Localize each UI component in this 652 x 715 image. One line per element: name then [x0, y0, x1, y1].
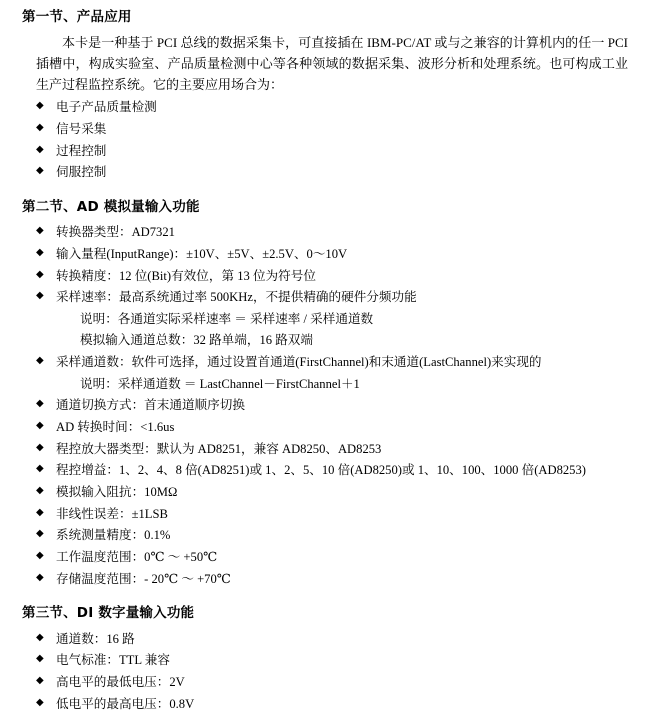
bullet-text: 程控增益：1、2、4、8 倍(AD8251)或 1、2、5、10 倍(AD8250)或 1、10、100、1000 倍(AD8253)	[56, 463, 586, 478]
bullet-text: 转换器类型：AD7321	[56, 225, 175, 240]
bullet-item	[22, 650, 630, 672]
diamond-bullet-icon: ◆	[36, 122, 44, 134]
bullet-item	[22, 119, 630, 141]
diamond-bullet-icon: ◆	[36, 571, 44, 583]
diamond-bullet-icon: ◆	[36, 653, 44, 665]
diamond-bullet-icon: ◆	[36, 631, 44, 643]
bullet-text: 模拟输入通道总数：32 路单端，16 路双端	[80, 333, 313, 348]
diamond-bullet-icon: ◆	[36, 268, 44, 280]
bullet-text: 采样通道数：软件可选择，通过设置首通道(FirstChannel)和末通道(LastChannel)来实现的	[56, 355, 542, 370]
bullet-text: 输入量程(InputRange)：±10V、±5V、±2.5V、0～10V	[56, 246, 348, 261]
bullet-item	[22, 482, 630, 504]
diamond-bullet-icon: ◆	[36, 420, 44, 432]
bullet-item	[22, 352, 630, 374]
bullet-text: 说明：各通道实际采样速率 ＝ 采样速率 / 采样通道数	[80, 311, 374, 326]
bullet-text: 电子产品质量检测	[56, 100, 157, 115]
bullet-text: 通道数：16 路	[56, 631, 135, 646]
diamond-bullet-icon: ◆	[36, 528, 44, 540]
diamond-bullet-icon: ◆	[36, 506, 44, 518]
bullet-text: 高电平的最低电压：2V	[56, 674, 185, 689]
bullet-list	[22, 222, 630, 590]
diamond-bullet-icon: ◆	[36, 143, 44, 155]
bullet-text: 伺服控制	[56, 165, 107, 180]
bullet-text: 转换精度：12 位(Bit)有效位，第 13 位为符号位	[56, 268, 316, 283]
bullet-item	[22, 97, 630, 119]
section-heading: 第三节、DI 数字量输入功能	[22, 605, 195, 622]
bullet-text: 工作温度范围：0℃ ～ +50℃	[56, 550, 218, 565]
bullet-item	[22, 439, 630, 461]
section-paragraph: 本卡是一种基于 PCI 总线的数据采集卡，可直接插在 IBM-PC/AT 或与之兼容的计算机内的任一 PCI 插槽中，构成实验室、产品质量检测中心等各种领域的数据采集、波形分析和处理系统。也可构成工业生产过程监控系统。它的主要应用场合为：	[36, 35, 628, 93]
bullet-text: 程控放大器类型：默认为 AD8251，兼容 AD8250、AD8253	[56, 441, 382, 456]
diamond-bullet-icon: ◆	[36, 696, 44, 708]
bullet-item	[22, 141, 630, 163]
bullet-item	[22, 525, 630, 547]
diamond-bullet-icon: ◆	[36, 290, 44, 302]
bullet-item	[22, 222, 630, 244]
bullet-text: 存储温度范围：- 20℃ ～ +70℃	[56, 571, 231, 586]
bullet-text: 系统测量精度：0.1%	[56, 528, 171, 543]
section-heading: 第二节、AD 模拟量输入功能	[22, 198, 200, 215]
bullet-item	[22, 395, 630, 417]
bullet-item	[22, 460, 630, 482]
bullet-text: AD 转换时间：<1.6us	[56, 420, 175, 435]
bullet-text: 通道切换方式：首末通道顺序切换	[56, 398, 245, 413]
bullet-text: 低电平的最高电压：0.8V	[56, 696, 195, 711]
diamond-bullet-icon: ◆	[36, 463, 44, 475]
bullet-item	[22, 266, 630, 288]
bullet-item	[22, 504, 630, 526]
bullet-text: 过程控制	[56, 143, 107, 158]
bullet-item	[22, 694, 630, 715]
diamond-bullet-icon: ◆	[36, 398, 44, 410]
diamond-bullet-icon: ◆	[36, 100, 44, 112]
bullet-list	[22, 97, 630, 184]
bullet-item	[22, 287, 630, 309]
section-heading: 第一节、产品应用	[22, 9, 132, 25]
document-section	[22, 198, 630, 590]
bullet-text: 模拟输入阻抗：10MΩ	[56, 485, 178, 500]
bullet-item	[22, 672, 630, 694]
bullet-list	[22, 629, 630, 715]
diamond-bullet-icon: ◆	[36, 441, 44, 453]
diamond-bullet-icon: ◆	[36, 355, 44, 367]
bullet-text: 电气标准：TTL 兼容	[56, 653, 170, 668]
document-body	[22, 8, 630, 715]
bullet-item	[22, 162, 630, 184]
bullet-item	[22, 417, 630, 439]
bullet-text: 说明：采样通道数 ＝ LastChannel－FirstChannel＋1	[80, 376, 360, 391]
diamond-bullet-icon: ◆	[36, 550, 44, 562]
bullet-item	[22, 569, 630, 591]
diamond-bullet-icon: ◆	[36, 165, 44, 177]
bullet-item	[22, 244, 630, 266]
bullet-item	[22, 629, 630, 651]
document-section	[22, 604, 630, 715]
document-section	[22, 8, 630, 184]
diamond-bullet-icon: ◆	[36, 674, 44, 686]
bullet-text: 采样速率：最高系统通过率 500KHz，不提供精确的硬件分频功能	[56, 290, 417, 305]
diamond-bullet-icon: ◆	[36, 225, 44, 237]
bullet-item	[22, 309, 630, 331]
bullet-text: 信号采集	[56, 122, 107, 137]
bullet-text: 非线性误差：±1LSB	[56, 506, 168, 521]
bullet-item	[22, 547, 630, 569]
bullet-item	[22, 374, 630, 396]
diamond-bullet-icon: ◆	[36, 246, 44, 258]
diamond-bullet-icon: ◆	[36, 485, 44, 497]
bullet-item	[22, 330, 630, 352]
